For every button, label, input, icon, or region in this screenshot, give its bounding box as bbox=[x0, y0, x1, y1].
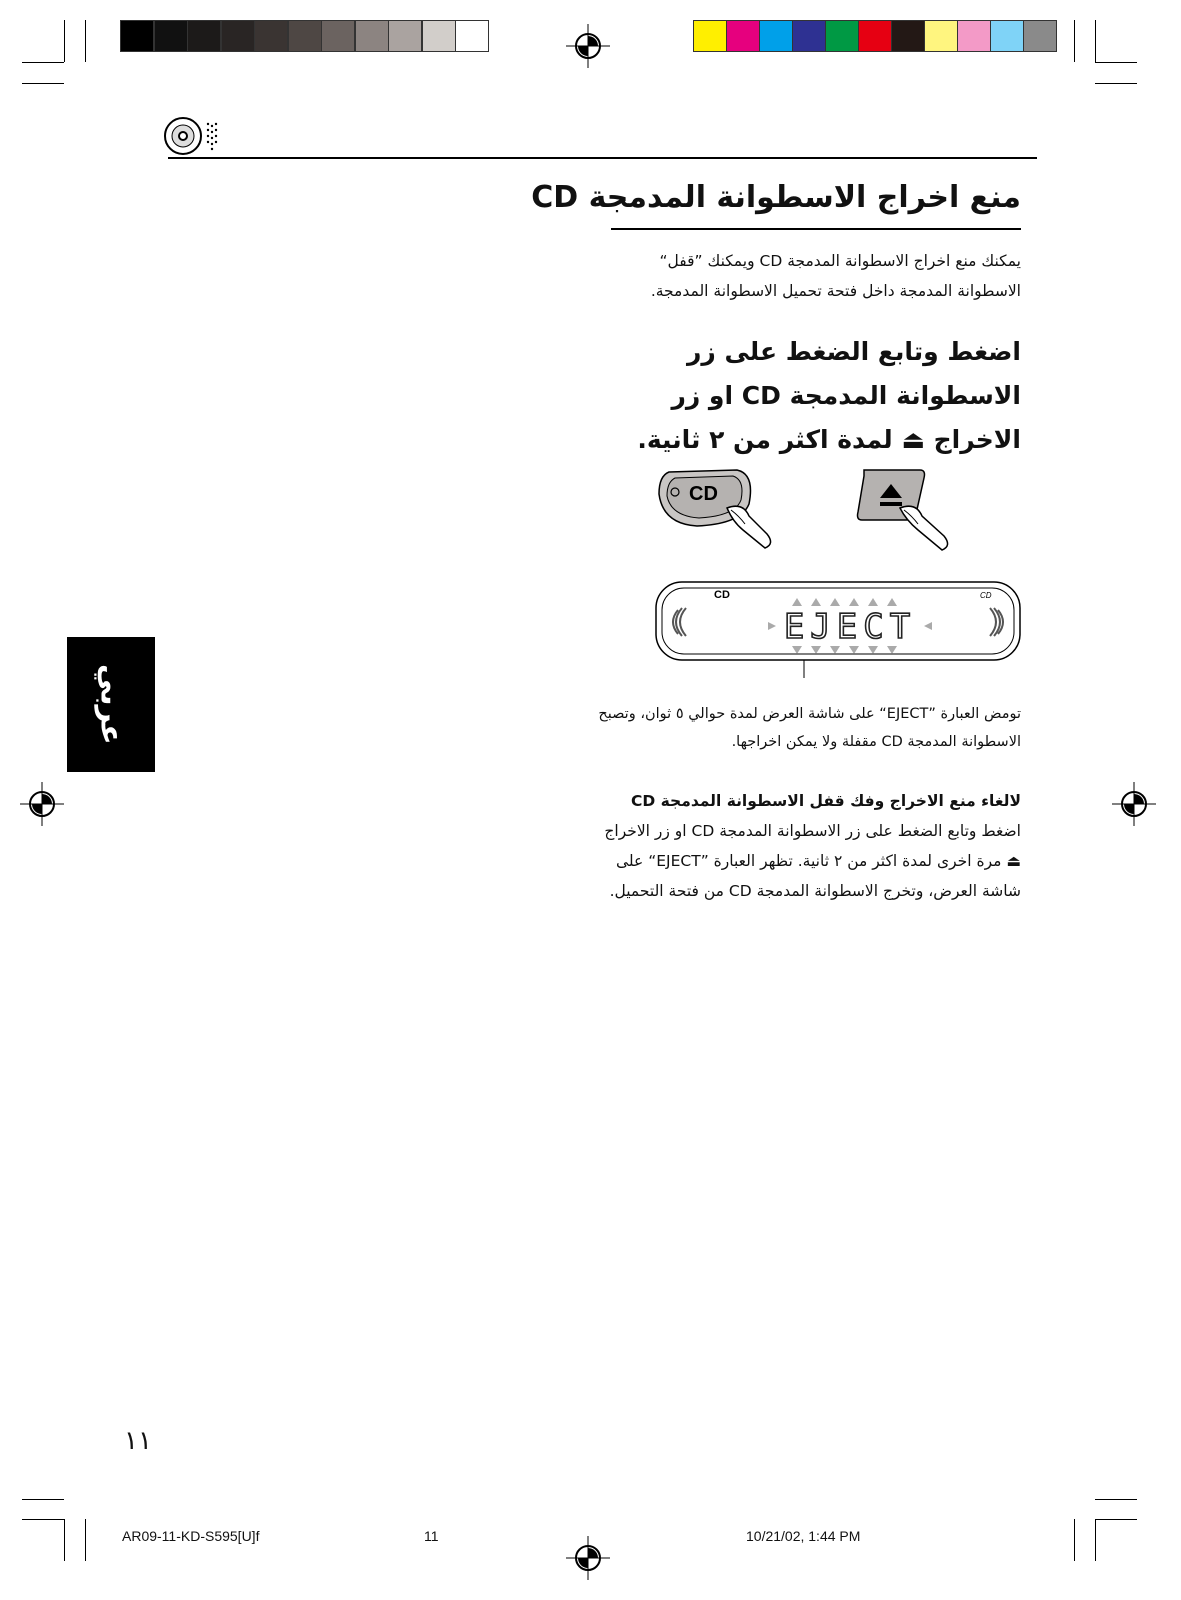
color-swatch bbox=[924, 20, 958, 52]
step-instruction: اضغط وتابع الضغط على زر الاسطوانة المدمجة CD او زر الاخراج ⏏ لمدة اكثر من ٢ ثانية. bbox=[637, 337, 1021, 454]
header-rule bbox=[168, 157, 1037, 159]
color-swatch bbox=[693, 20, 727, 52]
eject-button-illustration bbox=[856, 464, 966, 554]
gray-swatch bbox=[321, 20, 355, 52]
color-swatch bbox=[891, 20, 925, 52]
display-cd-indicator: CD bbox=[714, 589, 730, 601]
language-side-tab bbox=[67, 637, 155, 772]
cancel-section bbox=[591, 786, 1021, 906]
color-swatch bbox=[957, 20, 991, 52]
language-tab-label: عربي bbox=[93, 664, 129, 745]
gray-swatch bbox=[154, 20, 188, 52]
display-cd-disc-indicator: CD bbox=[980, 591, 992, 600]
color-swatch bbox=[990, 20, 1024, 52]
gray-swatch bbox=[120, 20, 154, 52]
gray-swatch bbox=[254, 20, 288, 52]
title-underline bbox=[611, 228, 1021, 230]
gray-swatch bbox=[187, 20, 221, 52]
color-swatch bbox=[792, 20, 826, 52]
display-eject-text: EJECT bbox=[783, 607, 917, 647]
registration-mark-icon bbox=[566, 24, 610, 68]
registration-mark-icon bbox=[20, 782, 64, 826]
gray-swatch bbox=[355, 20, 389, 52]
cd-button-label: CD bbox=[689, 483, 718, 505]
gray-swatch bbox=[388, 20, 422, 52]
gray-swatch bbox=[288, 20, 322, 52]
gray-swatch bbox=[455, 20, 489, 52]
footer-page: 11 bbox=[424, 1528, 439, 1544]
footer-date: 10/21/02, 1:44 PM bbox=[746, 1528, 861, 1544]
gray-swatch bbox=[422, 20, 456, 52]
color-swatch bbox=[1023, 20, 1057, 52]
color-swatch bbox=[825, 20, 859, 52]
color-swatch bbox=[759, 20, 793, 52]
display-caption: تومض العبارة ”EJECT“ على شاشة العرض لمدة حوالي ٥ ثوان، وتصبح الاسطوانة المدمجة CD مقفلة ولا يمكن اخراجها. bbox=[598, 706, 1021, 750]
registration-mark-icon bbox=[566, 1536, 610, 1580]
registration-mark-icon bbox=[1112, 782, 1156, 826]
cd-button-illustration bbox=[657, 464, 787, 554]
color-swatch bbox=[858, 20, 892, 52]
page-number: ١١ bbox=[124, 1426, 152, 1456]
page-title: منع اخراج الاسطوانة المدمجة CD bbox=[531, 180, 1021, 215]
color-swatch bbox=[726, 20, 760, 52]
footer-filename: AR09-11-KD-S595[U]f bbox=[122, 1528, 260, 1544]
display-panel bbox=[654, 580, 1022, 680]
cd-disc-icon bbox=[163, 116, 229, 156]
intro-paragraph: يمكنك منع اخراج الاسطوانة المدمجة CD ويمكنك ”قفل“ الاسطوانة المدمجة داخل فتحة تحميل الاسطوانة المدمجة. bbox=[650, 252, 1021, 300]
gray-swatch bbox=[221, 20, 255, 52]
cancel-body: اضغط وتابع الضغط على زر الاسطوانة المدمجة CD او زر الاخراج ⏏ مرة اخرى لمدة اكثر من ٢ ثانية. تظهر العبارة ”EJECT“ على شاشة العرض، وتخرج الاسطوانة المدمجة CD من فتحة التحميل. bbox=[604, 822, 1021, 900]
cancel-heading: لالغاء منع الاخراج وفك قفل الاسطوانة المدمجة CD bbox=[631, 792, 1021, 810]
